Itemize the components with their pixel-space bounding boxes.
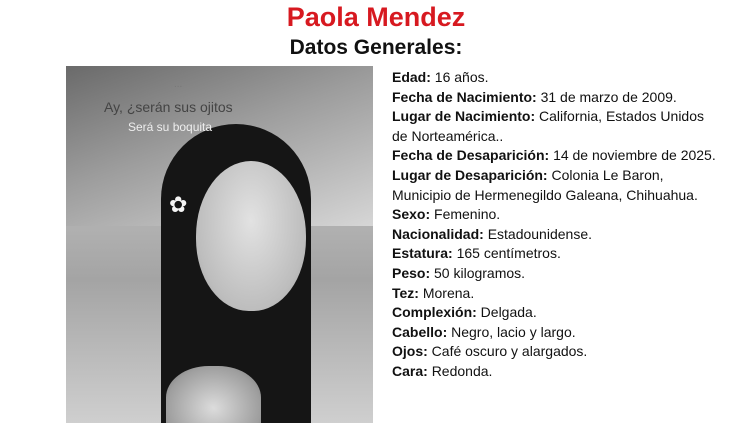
detail-label: Fecha de Nacimiento:	[392, 88, 537, 105]
detail-label: Cara:	[392, 362, 428, 379]
detail-label: Tez:	[392, 284, 419, 301]
detail-label: Ojos:	[392, 343, 428, 360]
detail-row-estatura	[392, 244, 722, 264]
detail-value: Delgada.	[480, 304, 537, 321]
detail-row-ojos	[392, 342, 722, 362]
detail-row-lugar-nacimiento	[392, 107, 722, 146]
detail-label: Lugar de Nacimiento:	[392, 108, 536, 125]
detail-value: 16 años.	[434, 69, 489, 85]
photo-overlay-text-2: Será su boquita	[128, 120, 213, 134]
detail-value: 31 de marzo de 2009.	[540, 88, 677, 105]
photo-overlay-text-1: Ay, ¿serán sus ojitos	[104, 99, 233, 115]
photo-overlay-dots: ...	[174, 79, 183, 90]
detail-row-complexion	[392, 303, 722, 323]
detail-label: Estatura:	[392, 245, 453, 262]
detail-value: Morena.	[422, 284, 475, 301]
detail-row-fecha-desaparicion	[392, 146, 722, 166]
detail-value: Redonda.	[431, 362, 493, 379]
detail-row-sexo	[392, 205, 722, 225]
detail-value: Negro, lacio y largo.	[451, 323, 576, 340]
detail-row-nacionalidad	[392, 225, 722, 245]
detail-row-fecha-nacimiento	[392, 88, 722, 108]
person-photo	[66, 66, 373, 423]
detail-value: Café oscuro y alargados.	[431, 343, 588, 360]
flower-icon: ✿	[169, 192, 188, 217]
detail-row-peso	[392, 264, 722, 284]
detail-value: 14 de noviembre de 2025.	[553, 147, 716, 164]
detail-label: Cabello:	[392, 323, 448, 340]
person-name: Paola Mendez	[286, 2, 466, 32]
detail-row-lugar-desaparicion	[392, 166, 722, 205]
detail-row-edad	[392, 68, 722, 88]
detail-label: Lugar de Desaparición:	[392, 166, 548, 183]
detail-value: Femenino.	[434, 206, 501, 223]
face-shape	[196, 161, 306, 311]
detail-label: Fecha de Desaparición:	[392, 147, 550, 164]
section-title: Datos Generales:	[289, 36, 463, 59]
detail-value: 165 centímetros.	[456, 245, 561, 262]
detail-value: 50 kilogramos.	[434, 264, 526, 281]
detail-label: Edad:	[392, 69, 431, 85]
detail-row-tez	[392, 284, 722, 304]
details-list	[392, 68, 722, 382]
cat-shape	[166, 366, 261, 423]
detail-row-cara	[392, 362, 722, 382]
detail-label: Sexo:	[392, 206, 431, 223]
detail-label: Nacionalidad:	[392, 225, 484, 242]
detail-value: Estadounidense.	[487, 225, 592, 242]
detail-label: Peso:	[392, 264, 431, 281]
detail-row-cabello	[392, 323, 722, 343]
detail-value: California, Estados Unidos de Norteamérica..	[392, 108, 705, 144]
detail-label: Complexión:	[392, 304, 477, 321]
detail-value: Colonia Le Baron, Municipio de Hermenegildo Galeana, Chihuahua.	[392, 166, 698, 203]
